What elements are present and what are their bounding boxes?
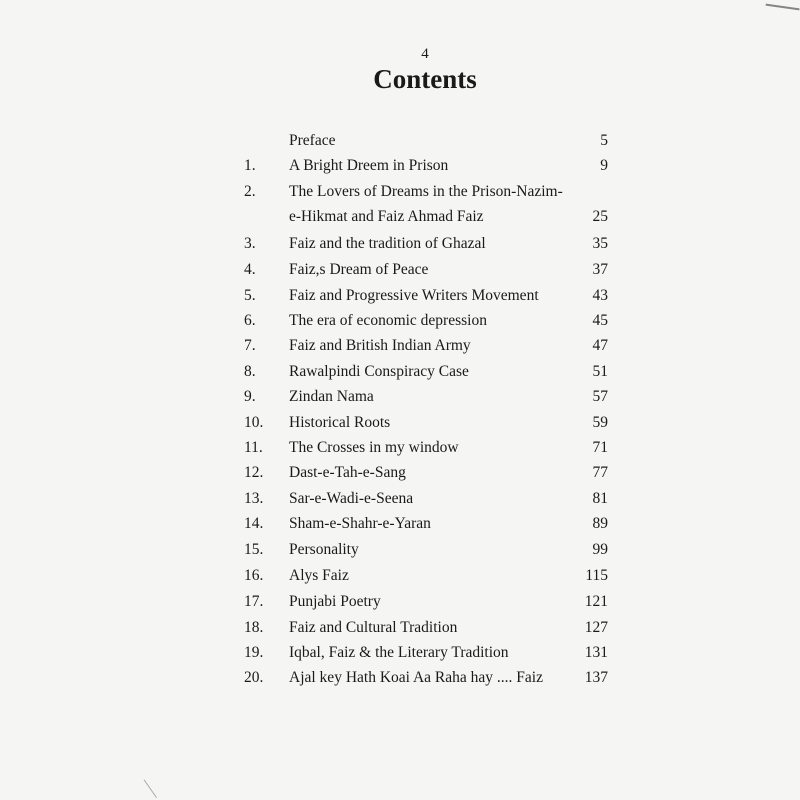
toc-entry-page: 37 bbox=[592, 261, 608, 278]
toc-entry-title: Punjabi Poetry bbox=[289, 593, 381, 610]
toc-entry bbox=[0, 285, 800, 307]
toc-entry bbox=[0, 617, 800, 639]
toc-entry-number: 15. bbox=[244, 541, 264, 558]
toc-entry-title: Faiz and British Indian Army bbox=[289, 337, 471, 354]
page-corner-mark bbox=[144, 768, 174, 798]
toc-entry-page: 25 bbox=[592, 208, 608, 225]
toc-entry-title: The Crosses in my window bbox=[289, 439, 459, 456]
toc-entry-title: Rawalpindi Conspiracy Case bbox=[289, 363, 469, 380]
toc-entry bbox=[0, 437, 800, 459]
page-edge-mark bbox=[766, 0, 800, 10]
toc-entry-page: 9 bbox=[600, 157, 608, 174]
toc-entry-number: 18. bbox=[244, 619, 264, 636]
toc-entry-title: Zindan Nama bbox=[289, 388, 374, 405]
toc-entry-number: 10. bbox=[244, 414, 264, 431]
toc-entry-title: Preface bbox=[289, 132, 336, 149]
toc-entry-page: 89 bbox=[592, 515, 608, 532]
toc-entry bbox=[0, 565, 800, 587]
toc-entry-number: 3. bbox=[244, 235, 256, 252]
toc-entry bbox=[0, 513, 800, 535]
toc-entry-number: 16. bbox=[244, 567, 264, 584]
toc-entry-title: Faiz and the tradition of Ghazal bbox=[289, 235, 486, 252]
toc-entry bbox=[0, 462, 800, 484]
toc-entry-page: 131 bbox=[584, 644, 608, 661]
toc-entry-page: 77 bbox=[592, 464, 608, 481]
toc-entry-title: Iqbal, Faiz & the Literary Tradition bbox=[289, 644, 509, 661]
toc-entry-number: 4. bbox=[244, 261, 256, 278]
toc-entry-title: Ajal key Hath Koai Aa Raha hay .... Faiz bbox=[289, 669, 543, 686]
toc-entry-number: 1. bbox=[244, 157, 256, 174]
toc-entry bbox=[0, 181, 800, 203]
toc-entry-number: 6. bbox=[244, 312, 256, 329]
toc-entry-number: 20. bbox=[244, 669, 264, 686]
toc-entry-title: Faiz,s Dream of Peace bbox=[289, 261, 429, 278]
toc-entry-page: 59 bbox=[592, 414, 608, 431]
toc-entry-page: 57 bbox=[592, 388, 608, 405]
toc-entry-number: 11. bbox=[244, 439, 263, 456]
toc-entry-page: 35 bbox=[592, 235, 608, 252]
toc-entry-title: Dast-e-Tah-e-Sang bbox=[289, 464, 406, 481]
toc-entry bbox=[0, 642, 800, 664]
toc-entry-page: 51 bbox=[592, 363, 608, 380]
toc-entry-title: Alys Faiz bbox=[289, 567, 349, 584]
toc-entry-number: 8. bbox=[244, 363, 256, 380]
toc-entry bbox=[0, 335, 800, 357]
toc-entry-number: 5. bbox=[244, 287, 256, 304]
toc-entry-title: A Bright Dreem in Prison bbox=[289, 157, 449, 174]
toc-entry-number: 9. bbox=[244, 388, 256, 405]
toc-entry bbox=[0, 155, 800, 177]
toc-entry bbox=[0, 233, 800, 255]
toc-entry-page: 45 bbox=[592, 312, 608, 329]
toc-entry-page: 137 bbox=[584, 669, 608, 686]
toc-entry-page: 47 bbox=[592, 337, 608, 354]
toc-entry-title: Personality bbox=[289, 541, 359, 558]
toc-entry bbox=[0, 591, 800, 613]
toc-entry-page: 99 bbox=[592, 541, 608, 558]
toc-entry bbox=[0, 310, 800, 332]
toc-entry-page: 81 bbox=[592, 490, 608, 507]
toc-entry bbox=[0, 412, 800, 434]
toc-entry-number: 2. bbox=[244, 183, 256, 200]
toc-entry-number: 12. bbox=[244, 464, 264, 481]
page-number: 4 bbox=[421, 46, 429, 62]
toc-entry bbox=[0, 259, 800, 281]
toc-entry-title: Sar-e-Wadi-e-Seena bbox=[289, 490, 414, 507]
toc-entry bbox=[0, 361, 800, 383]
toc-entry-title: The Lovers of Dreams in the Prison-Nazim- bbox=[289, 183, 563, 200]
toc-entry-number: 13. bbox=[244, 490, 264, 507]
toc-entry-page: 71 bbox=[592, 439, 608, 456]
toc-entry bbox=[0, 667, 800, 689]
toc-entry-number: 17. bbox=[244, 593, 264, 610]
toc-entry-number: 19. bbox=[244, 644, 264, 661]
toc-entry-title: Faiz and Cultural Tradition bbox=[289, 619, 458, 636]
toc-entry-page: 121 bbox=[584, 593, 608, 610]
toc-entry-title: Sham-e-Shahr-e-Yaran bbox=[289, 515, 431, 532]
page-title: Contents bbox=[373, 64, 477, 94]
toc-entry bbox=[0, 539, 800, 561]
toc-entry-page: 43 bbox=[592, 287, 608, 304]
toc-entry-page: 115 bbox=[585, 567, 608, 584]
toc-entry-number: 14. bbox=[244, 515, 264, 532]
toc-entry bbox=[0, 386, 800, 408]
toc-entry bbox=[0, 130, 800, 152]
toc-entry bbox=[0, 488, 800, 510]
toc-entry-page: 127 bbox=[584, 619, 608, 636]
toc-entry-title: e-Hikmat and Faiz Ahmad Faiz bbox=[289, 208, 484, 225]
toc-entry bbox=[0, 206, 800, 228]
toc-entry-title: The era of economic depression bbox=[289, 312, 487, 329]
toc-entry-title: Faiz and Progressive Writers Movement bbox=[289, 287, 539, 304]
toc-entry-title: Historical Roots bbox=[289, 414, 391, 431]
toc-entry-page: 5 bbox=[600, 132, 608, 149]
toc-entry-number: 7. bbox=[244, 337, 256, 354]
